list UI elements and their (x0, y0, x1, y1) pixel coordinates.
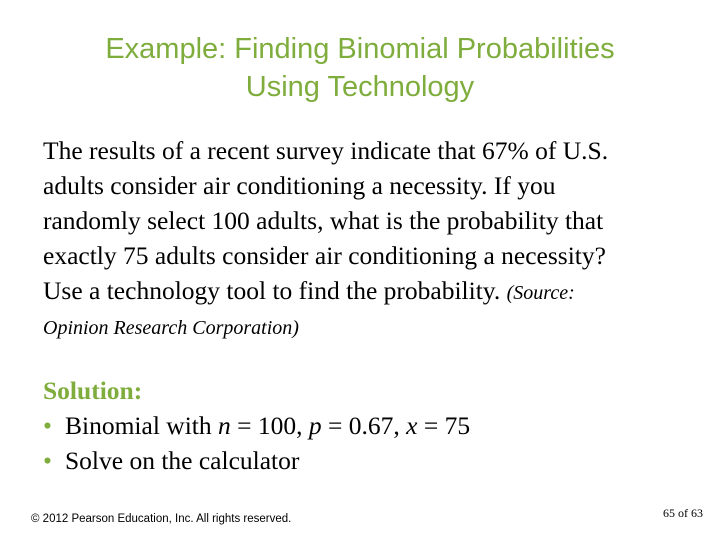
source-label: (Source: (506, 282, 575, 304)
x-value: = 75 (417, 411, 471, 440)
var-p: p (308, 411, 322, 440)
n-value: = 100, (230, 411, 309, 440)
bullet-1-prefix: Binomial with (65, 411, 218, 440)
page-number: 65 of 63 (663, 506, 703, 520)
bullet-2-text: Solve on the calculator (65, 446, 300, 475)
p-value: = 0.67, (321, 411, 407, 440)
copyright-notice: © 2012 Pearson Education, Inc. All rights reserved. (31, 513, 292, 525)
solution-section (43, 373, 703, 478)
bullet-icon: • (43, 446, 52, 475)
solution-bullet-1 (43, 408, 703, 443)
problem-line-4: exactly 75 adults consider air conditioning a necessity? (43, 241, 606, 270)
var-n: n (218, 411, 231, 440)
title-line-1: Example: Finding Binomial Probabilities (105, 33, 615, 65)
problem-line-3: randomly select 100 adults, what is the probability that (43, 206, 604, 235)
source-citation: Opinion Research Corporation) (43, 317, 299, 339)
solution-bullet-2 (43, 443, 703, 478)
problem-line-2: adults consider air conditioning a necessity. If you (43, 171, 556, 200)
problem-line-5-text: Use a technology tool to find the probability. (43, 276, 501, 305)
problem-line-1: The results of a recent survey indicate that 67% of U.S. (43, 136, 609, 165)
solution-heading: Solution: (43, 376, 143, 405)
problem-line-5 (43, 273, 703, 311)
slide-title (0, 30, 720, 106)
problem-statement (43, 133, 703, 346)
var-x: x (406, 411, 418, 440)
title-line-2: Using Technology (245, 71, 475, 103)
bullet-icon: • (43, 411, 52, 440)
